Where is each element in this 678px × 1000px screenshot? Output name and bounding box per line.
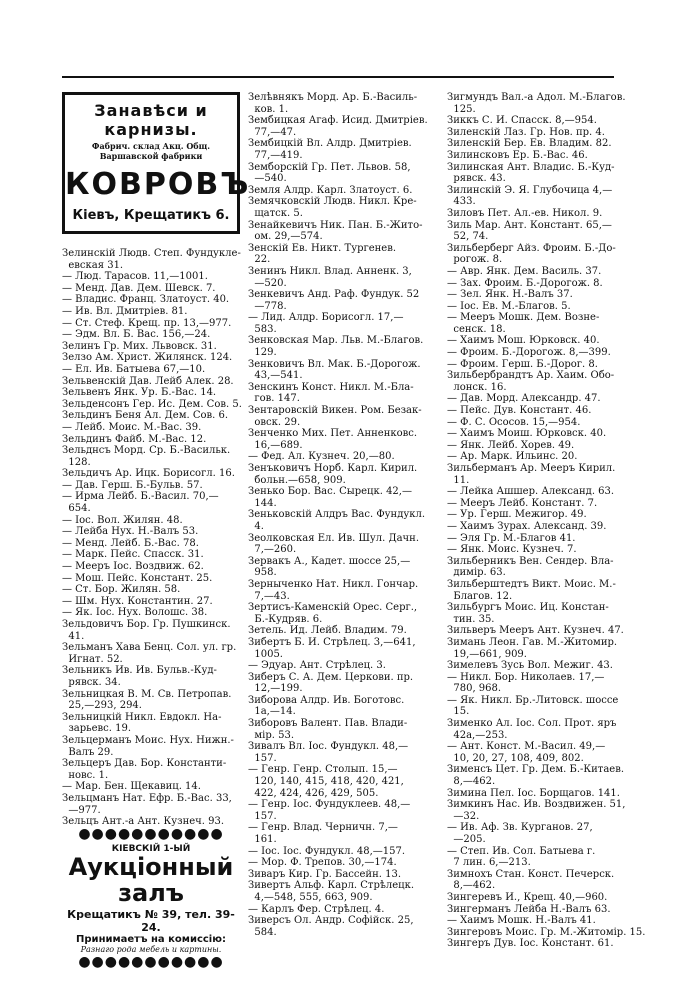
directory-entry-line: 11. — [447, 474, 470, 486]
directory-entry-line: — Генр. Влад. Черничн. 7,— — [248, 822, 398, 834]
directory-entry-line: — Ирма Лейб. Б.-Васил. 70,— — [62, 491, 219, 503]
directory-entry-line: Зиберъ С. А. Дем. Церкови. пр. — [248, 671, 414, 683]
directory-entry-line: — Ур. Герш. Межигор. 49. — [447, 509, 587, 521]
directory-entry-line: 128. — [62, 456, 91, 468]
directory-entry-line: Зетель. Ид. Лейб. Владим. 79. — [248, 625, 407, 637]
directory-entry-line: Земля Алдр. Карл. Златоуст. 6. — [248, 184, 413, 196]
directory-entry-line: Зибертъ Б. И. Стрѣлец. 3,—641, — [248, 636, 416, 648]
directory-entry-line: 157. — [248, 810, 277, 822]
directory-entry-line: 583. — [248, 323, 277, 335]
directory-entry-line: 19,—661, 909. — [447, 648, 527, 660]
directory-entry-line: 16,—689. — [248, 439, 303, 451]
directory-entry-line: — Фед. Ал. Кузнеч. 20,—80. — [248, 451, 395, 463]
directory-entry-line: — Менд. Дав. Дем. Шевск. 7. — [62, 282, 216, 294]
directory-entry-line: 52, 74. — [447, 231, 489, 243]
directory-entry-line: Зелинскiй Людв. Степ. Фундуклe- — [62, 248, 241, 259]
directory-entry-line: Зиловъ Пет. Ал.-ев. Никол. 9. — [447, 207, 603, 219]
directory-entry-line: Зелзо Ам. Христ. Жилянск. 124. — [62, 352, 233, 364]
directory-entry-line: Зенченко Мих. Пет. Анненковс. — [248, 428, 418, 440]
directory-entry-line: — Хаимъ Мошк. Н.-Валъ 41. — [447, 915, 596, 927]
directory-entry-line: — Хаимъ Моиш. Юрковск. 40. — [447, 428, 607, 440]
directory-entry-line: Зембицкая Агаф. Исид. Дмитрiев. — [248, 115, 428, 127]
directory-entry-line: — Ст. Стеф. Крещ. пр. 13,—977. — [62, 317, 232, 329]
directory-entry-line: — Люд. Тарасов. 11,—1001. — [62, 271, 208, 283]
directory-entry-line: — Дав. Морд. Александр. 47. — [447, 393, 601, 405]
directory-entry-line: Игнат. 52. — [62, 653, 123, 665]
directory-entry-line: 7 лин. 6,—213. — [447, 857, 531, 869]
directory-entry-line: евская 31. — [62, 259, 124, 271]
directory-entry-line: — Лейба Нух. Н.-Валъ 53. — [62, 526, 199, 538]
directory-entry-line: 41. — [62, 630, 85, 642]
directory-entry-line: 25,—293, 294. — [62, 700, 142, 712]
directory-entry-line: зарьевс. 19. — [62, 723, 132, 735]
directory-entry-line: Зильберштедтъ Викт. Моис. М.- — [447, 578, 616, 590]
directory-entry-line: — Генр. Генр. Столып. 15,— — [248, 764, 398, 776]
directory-entry-line: Зильберникъ Вен. Сендер. Вла- — [447, 555, 614, 567]
directory-entry-line: — Степ. Ив. Сол. Батыева г. — [447, 845, 596, 857]
directory-entry-line: — Лейка Ашшер. Александ. 63. — [447, 486, 615, 498]
directory-entry-line: Зельцманъ Нат. Ефр. Б.-Вас. 33, — [62, 792, 232, 804]
directory-entry-line: 120, 140, 415, 418, 420, 421, — [248, 776, 404, 788]
directory-entry-line: — Iос. Ев. М.-Благов. 5. — [447, 300, 571, 312]
ad-commission: Принимаетъ на комиссiю: — [76, 934, 226, 945]
directory-entry-line: — Марк. Пейс. Спасск. 31. — [62, 549, 204, 561]
directory-entry-line: Зелинъ Гр. Мих. Львовск. 31. — [62, 340, 217, 352]
directory-entry-line: Зельницкая В. М. Св. Петропав. — [62, 688, 232, 700]
directory-entry-line: Зерныченко Нат. Никл. Гончар. — [248, 578, 419, 590]
ornament-bottom: ●●●●●●●●●●● — [78, 954, 224, 970]
directory-entry-line: 77,—47. — [248, 126, 297, 138]
directory-entry-line: Зивертъ Альф. Карл. Стрѣлецк. — [248, 880, 415, 892]
directory-entry-line: — Лейб. Моис. М.-Вас. 39. — [62, 421, 202, 433]
directory-entry-line: Зиборова Алдр. Ив. Боготовс. — [248, 694, 405, 706]
directory-entry-line: —778. — [248, 300, 287, 312]
ornament-top: ●●●●●●●●●●● — [78, 826, 224, 842]
directory-entry-line: 77,—419. — [248, 149, 303, 161]
directory-entry-line: Земборскiй Гр. Пет. Львов. 58, — [248, 161, 411, 173]
directory-entry-line: Зеолковская Ел. Ив. Шул. Дачн. — [248, 532, 419, 544]
directory-entry-line: 780, 968. — [447, 683, 502, 695]
directory-entry-line: Зелѣвнякъ Морд. Ар. Б.-Василь- — [248, 92, 418, 103]
directory-entry-line: Зименко Ал. Iос. Сол. Прот. яръ — [447, 718, 617, 730]
directory-entry-line: — Эдуар. Ант. Стрѣлец. 3. — [248, 660, 386, 672]
directory-entry-line: — Никл. Бор. Николаев. 17,— — [447, 671, 605, 683]
directory-entry-line: — Мееръ Мошк. Дем. Возне- — [447, 312, 600, 324]
directory-entry-line: 129. — [248, 347, 277, 359]
directory-entry-line: — Ант. Конст. М.-Васил. 49,— — [447, 741, 606, 753]
directory-entry-line: — Пейс. Дув. Констант. 46. — [447, 405, 592, 417]
directory-entry-line: — Карлъ Фер. Стрѣлец. 4. — [248, 903, 385, 915]
header-rule — [62, 76, 614, 78]
directory-entry-line: рявск. 34. — [62, 676, 121, 688]
directory-entry-line: Зенковичъ Вл. Мак. Б.-Дорогож. — [248, 358, 421, 370]
directory-entry-line: больн.—658, 909. — [248, 474, 346, 486]
directory-entry-line: — Ел. Ив. Батыева 67,—10. — [62, 363, 206, 375]
directory-entry-line: 4. — [248, 520, 264, 532]
directory-entry-line: Зильверъ Мееръ Ант. Кузнеч. 47. — [447, 625, 624, 637]
directory-entry-line: 8,—462. — [447, 880, 496, 892]
directory-entry-line: — Ар. Марк. Ильинс. 20. — [447, 451, 578, 463]
directory-entry-line: тин. 35. — [447, 613, 495, 625]
directory-entry-line: 7,—260. — [248, 544, 297, 556]
directory-entry-line: — Ив. Вл. Дмитрiев. 81. — [62, 305, 188, 317]
directory-entry-line: Зиккъ С. И. Спасск. 8,—954. — [447, 115, 597, 127]
directory-entry-line: ков. 1. — [248, 103, 289, 115]
directory-entry-line: Зембицкiй Вл. Алдр. Дмитрiев. — [248, 138, 412, 150]
directory-entry-line: Зилинская Ант. Владис. Б.-Куд- — [447, 161, 615, 173]
directory-entry-line: — Менд. Лейб. Б.-Вас. 78. — [62, 537, 199, 549]
directory-entry-line: Зиленскiй Бер. Ев. Владим. 82. — [447, 138, 612, 150]
directory-entry-line: Зиваръ Кир. Гр. Бассейн. 13. — [248, 868, 401, 880]
directory-entry-line: Зимнохъ Стан. Конст. Печерск. — [447, 868, 615, 880]
directory-entry-line: Зельденсонъ Гер. Ис. Дем. Сов. 5. — [62, 398, 242, 410]
directory-entry-line: Благов. 12. — [447, 590, 513, 602]
directory-entry-line: Зельцерманъ Моис. Нух. Нижн.- — [62, 734, 234, 746]
directory-entry-line: 157. — [248, 752, 277, 764]
directory-entry-line: — Ф. С. Ососов. 15,—954. — [447, 416, 581, 428]
directory-entry-line: Зенскiй Ев. Никт. Тургенев. — [248, 242, 397, 254]
directory-entry-line: — Янк. Лейб. Хорев. 49. — [447, 439, 575, 451]
directory-entry-line: Зельницкiй Никл. Евдокл. На- — [62, 711, 222, 723]
directory-entry-line: овск. 29. — [248, 416, 301, 428]
directory-entry-line: — Зах. Фроим. Б.-Дорогож. 8. — [447, 277, 603, 289]
directory-entry-line: — Фроим. Б.-Дорогож. 8,—399. — [447, 347, 611, 359]
directory-entry-line: — Шм. Нух. Константин. 27. — [62, 595, 213, 607]
directory-entry-line: Зиленскiй Лаз. Гр. Нов. пр. 4. — [447, 126, 605, 138]
directory-entry-line: Зимань Леон. Гав. М.-Житомир. — [447, 636, 618, 648]
ad-title: КОВРОВЪ — [65, 167, 251, 202]
directory-entry-line: Зингеръ Дув. Iос. Констант. 61. — [447, 938, 614, 950]
directory-entry-line: Валъ 29. — [62, 746, 114, 758]
directory-entry-line: новс. 1. — [62, 769, 109, 781]
directory-entry-line: Зиборовъ Валент. Пав. Влади- — [248, 718, 408, 730]
directory-entry-line: Зимелевъ Зусь Вол. Межиг. 43. — [447, 660, 613, 672]
directory-entry-line: Зенскинъ Конст. Никл. М.-Бла- — [248, 381, 414, 393]
directory-entry-line: 7,—43. — [248, 590, 290, 602]
directory-entry-line: Зельцеръ Дав. Бор. Константи- — [62, 758, 227, 770]
directory-entry-line: Зенъковичъ Норб. Карл. Кирил. — [248, 463, 418, 474]
directory-entry-line: Зельдичъ Ар. Ицк. Борисогл. 16. — [62, 468, 235, 480]
directory-entry-line: Зенинъ Никл. Влад. Анненк. 3, — [248, 265, 412, 277]
directory-entry-line: Зильбербрандтъ Ар. Хаим. Обо- — [447, 370, 615, 382]
directory-entry-line: — Мар. Бен. Щекавиц. 14. — [62, 781, 201, 793]
directory-entry-line: лонск. 16. — [447, 381, 507, 393]
directory-entry-line: димiр. 63. — [447, 567, 506, 579]
directory-entry-line: сенск. 18. — [447, 323, 506, 335]
directory-entry-line: 433. — [447, 196, 476, 208]
directory-entry-line: ом. 29,—574. — [248, 231, 323, 243]
directory-entry-line: 422, 424, 426, 429, 505. — [248, 787, 379, 799]
directory-entry-line: Зингеревъ И., Крещ. 40,—960. — [447, 891, 608, 903]
directory-entry-line: 43,—541. — [248, 370, 303, 382]
directory-entry-line: Зиверсъ Ол. Андр. Софiйск. 25, — [248, 915, 414, 927]
directory-entry-line: — Генр. Iос. Фундуклеев. 48,— — [248, 799, 411, 811]
directory-entry-line: —32. — [447, 810, 480, 822]
directory-entry-line: Зельникъ Ив. Ив. Бульв.-Куд- — [62, 665, 217, 677]
directory-entry-line: 144. — [248, 497, 277, 509]
ad-title: Аукцiонный залъ — [68, 853, 234, 907]
directory-entry-line: Зименсъ Цет. Гр. Дем. Б.-Китаев. — [447, 764, 625, 776]
ad-headline: Занавѣси и карнизы. — [94, 101, 208, 139]
carpet-advertisement — [62, 92, 251, 234]
directory-entry-line: Зингеровъ Моис. Гр. М.-Житомiр. 15. — [447, 926, 646, 938]
ad-address: Крещатикъ № 39, тел. 39-24. — [67, 908, 235, 934]
directory-entry-line: — Мош. Пейс. Констант. 25. — [62, 572, 213, 584]
directory-entry-line: рявск. 43. — [447, 173, 506, 185]
directory-entry-line: 8,—462. — [447, 776, 496, 788]
directory-entry-line: — Як. Никл. Бр.-Литовск. шоссе — [447, 694, 619, 706]
directory-entry-line: 654. — [62, 503, 91, 515]
directory-entry-line: Зервакъ А., Кадет. шоссе 25,— — [248, 555, 411, 567]
directory-entry-line: — Ив. Аф. Зв. Курганов. 27, — [447, 822, 593, 834]
ad-subline: Фабрич. склад Акц. Общ. Варшавской фабрики — [91, 141, 211, 161]
directory-entry-line: — Ст. Бор. Жилян. 58. — [62, 584, 181, 596]
directory-entry-line: Зельманъ Хава Бенц. Сол. ул. гр. — [62, 642, 237, 654]
directory-entry-line: 4,—548, 555, 663, 909. — [248, 891, 373, 903]
directory-entry-line: Зельдинъ Файб. М.-Вас. 12. — [62, 433, 207, 445]
directory-entry-line: Зигмундъ Вал.-а Адол. М.-Благов. — [447, 92, 626, 103]
directory-entry-line: гов. 147. — [248, 393, 300, 405]
directory-entry-line: —977. — [62, 804, 101, 816]
directory-entry-line: 15. — [447, 706, 470, 718]
directory-entry-line: — Iос. Вол. Жилян. 48. — [62, 514, 183, 526]
directory-entry-line: 125. — [447, 103, 476, 115]
directory-entry-line: — Эля Гр. М.-Благов 41. — [447, 532, 576, 544]
ad-address: Кiевъ, Крещатикъ 6. — [72, 208, 230, 223]
directory-entry-line: — Iос. Iос. Фундукл. 48,—157. — [248, 845, 406, 857]
directory-entry-line: Зельвенскiй Дав. Лейб Алек. 28. — [62, 375, 234, 387]
directory-entry-line: Зивалъ Вл. Iос. Фундукл. 48,— — [248, 741, 409, 753]
directory-entry-line: Зертисъ-Каменскiй Орес. Серг., — [248, 602, 418, 614]
directory-entry-line: 12,—199. — [248, 683, 303, 695]
directory-entry-line: Зенковская Мар. Льв. М.-Благов. — [248, 335, 424, 347]
directory-entry-line: — Лид. Алдр. Борисогл. 17,— — [248, 312, 404, 324]
directory-entry-line: Зельвенъ Янк. Ур. Б.-Вас. 14. — [62, 387, 217, 399]
directory-entry-line: — Владис. Франц. Златоуст. 40. — [62, 294, 230, 306]
directory-entry-line: Зеньковскiй Алдръ Вас. Фундукл. — [248, 509, 426, 521]
directory-entry-line: 584. — [248, 926, 277, 938]
directory-entry-line: 22. — [248, 254, 271, 266]
directory-entry-line: 42а,—253. — [447, 729, 508, 741]
directory-entry-line: — Як. Iос. Нух. Волошс. 38. — [62, 607, 208, 619]
column-3 — [447, 92, 646, 950]
directory-entry-line: Зингерманъ Лейба Н.-Валъ 63. — [447, 903, 611, 915]
directory-entry-line: Зимкинъ Нас. Ив. Воздвижен. 51, — [447, 799, 626, 811]
directory-entry-line: 1005. — [248, 648, 283, 660]
directory-entry-line: — Хаимъ Зурах. Александ. 39. — [447, 520, 607, 532]
auction-hall-advertisement — [62, 826, 240, 970]
directory-entry-line: —205. — [447, 834, 486, 845]
directory-entry-line: Зельдинъ Беня Ал. Дем. Сов. 6. — [62, 410, 229, 422]
directory-entry-line: Зильберберг Айз. Фроим. Б.-До- — [447, 242, 616, 254]
directory-entry-line: Зельднсъ Морд. Ср. Б.-Васильк. — [62, 445, 231, 457]
directory-entry-line: Зентаровскiй Викен. Ром. Безак- — [248, 405, 422, 417]
directory-entry-line: Зимина Пел. Iос. Борщагов. 141. — [447, 787, 620, 799]
ad-misc: Разнаго рода мебель и картины. — [80, 945, 222, 954]
directory-entry-line: — Хаимъ Мош. Юрковск. 40. — [447, 335, 600, 347]
directory-entry-line: —520. — [248, 277, 287, 289]
directory-entry-line: Зенько Бор. Вас. Сырецк. 42,— — [248, 486, 412, 498]
directory-entry-line: — Авр. Янк. Дем. Василь. 37. — [447, 265, 602, 277]
directory-entry-line: Зилинсковъ Ер. Б.-Вас. 46. — [447, 149, 588, 161]
directory-entry-line: щатск. 5. — [248, 207, 303, 219]
column-2 — [248, 92, 438, 938]
directory-entry-line: 10, 20, 27, 108, 409, 802. — [447, 752, 584, 764]
directory-entry-line: Зильберманъ Ар. Мееръ Кирил. — [447, 463, 616, 474]
directory-entry-line: — Эдм. Вл. Б. Вас. 156,—24. — [62, 329, 211, 341]
directory-entry-line: Зенайкевичъ Ник. Пан. Б.-Жито- — [248, 219, 423, 231]
directory-entry-line: — Мор. Ф. Трепов. 30,—174. — [248, 857, 397, 869]
directory-entry-line: Зилинскiй Э. Я. Глубочица 4,— — [447, 184, 613, 196]
directory-entry-line: — Дав. Герш. Б.-Бульв. 57. — [62, 479, 203, 491]
directory-entry-line: Зельцъ Ант.-а Ант. Кузнеч. 93. — [62, 816, 225, 828]
directory-entry-line: рогож. 8. — [447, 254, 503, 266]
directory-entry-line: —540. — [248, 173, 287, 185]
directory-entry-line: — Янк. Моис. Кузнеч. 7. — [447, 544, 577, 556]
directory-entry-line: мiр. 53. — [248, 729, 294, 741]
directory-entry-line: 958. — [248, 567, 277, 579]
directory-entry-line: Зенкевичъ Анд. Раф. Фундук. 52 — [248, 289, 420, 301]
directory-entry-line: 1а,—14. — [248, 706, 296, 718]
column-1-list — [62, 248, 242, 828]
directory-entry-line: — Мееръ Лейб. Констант. 7. — [447, 497, 598, 509]
directory-entry-line: Б.-Кудряв. 6. — [248, 613, 323, 625]
directory-entry-line: Земячковскiй Людв. Никл. Кре- — [248, 196, 417, 208]
ad-kicker: КIЕВСКIЙ 1-ЫЙ — [111, 844, 191, 854]
directory-entry-line: Зельдовичъ Бор. Гр. Пушкинск. — [62, 619, 231, 630]
directory-entry-line: Зильбургъ Моис. Иц. Констан- — [447, 602, 609, 614]
directory-entry-line: Зиль Мар. Ант. Констант. 65,— — [447, 219, 612, 231]
directory-entry-line: — Зел. Янк. Н.-Валъ 37. — [447, 289, 573, 301]
directory-entry-line: — Мееръ Iос. Воздвиж. 62. — [62, 561, 204, 573]
directory-entry-line: 161. — [248, 834, 277, 845]
directory-entry-line: — Фроим. Герш. Б.-Дорог. 8. — [447, 358, 598, 370]
